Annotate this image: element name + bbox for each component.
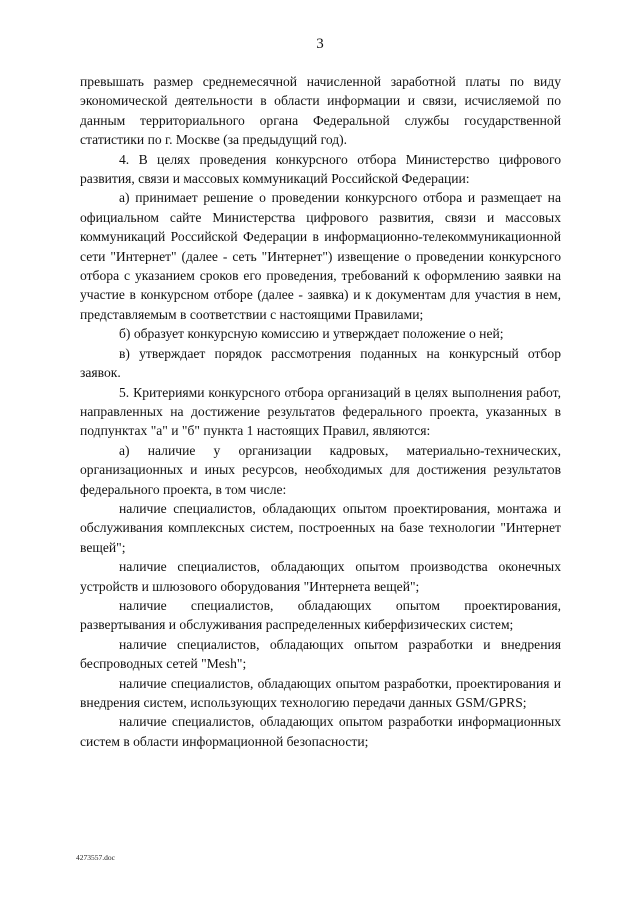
document-body xyxy=(80,72,561,751)
paragraph-1: превышать размер среднемесячной начисленной заработной платы по виду экономической деятельности в области информации и связи, исчисляемой по данным территориального органа Федеральной службы государственной статистики по г. Москве (за предыдущий год). xyxy=(80,74,561,148)
paragraph-12: наличие специалистов, обладающих опытом разработки, проектирования и внедрения систем, использующих технологию передачи данных GSM/GPRS; xyxy=(80,675,561,710)
paragraph-8: наличие специалистов, обладающих опытом проектирования, монтажа и обслуживания комплексных систем, построенных на базе технологии "Интернет вещей"; xyxy=(80,500,561,555)
paragraph-7: а) наличие у организации кадровых, материально-технических, организационных и иных ресурсов, необходимых для достижения результатов федерального проекта, в том числе: xyxy=(80,442,561,497)
footer-filename: 4273557.doc xyxy=(76,853,115,862)
paragraph-9: наличие специалистов, обладающих опытом производства оконечных устройств и шлюзового оборудования "Интернета вещей"; xyxy=(80,559,561,594)
page-number: 3 xyxy=(316,36,324,52)
paragraph-10: наличие специалистов, обладающих опытом проектирования, развертывания и обслуживания распределенных киберфизических систем; xyxy=(80,597,561,633)
paragraph-13: наличие специалистов, обладающих опытом разработки информационных систем в области информационной безопасности; xyxy=(80,714,561,749)
paragraph-11: наличие специалистов, обладающих опытом разработки и внедрения беспроводных сетей "Mesh"; xyxy=(80,636,561,672)
paragraph-6: 5. Критериями конкурсного отбора организаций в целях выполнения работ, направленных на достижение результатов федерального проекта, указанных в подпунктах "а" и "б" пункта 1 настоящих Правил, являются: xyxy=(80,384,561,439)
paragraph-4: б) образует конкурсную комиссию и утверждает положение о ней; xyxy=(119,326,504,342)
paragraph-2: 4. В целях проведения конкурсного отбора Министерство цифрового развития, связи и массовых коммуникаций Российской Федерации: xyxy=(80,151,561,187)
paragraph-5: в) утверждает порядок рассмотрения поданных на конкурсный отбор заявок. xyxy=(80,345,561,381)
paragraph-3: а) принимает решение о проведении конкурсного отбора и размещает на официальном сайте Министерства цифрового развития, связи и массовых коммуникаций Российской Федерации в информационно-телекоммуникационной сети "Интернет" (далее - сеть "Интернет") извещение о проведении конкурсного отбора с указанием сроков его проведения, требований к оформлению заявки на участие в конкурсном отборе (далее - заявка) и к документам для участия в нем, представляемым в соответствии с настоящими Правилами; xyxy=(80,190,561,322)
